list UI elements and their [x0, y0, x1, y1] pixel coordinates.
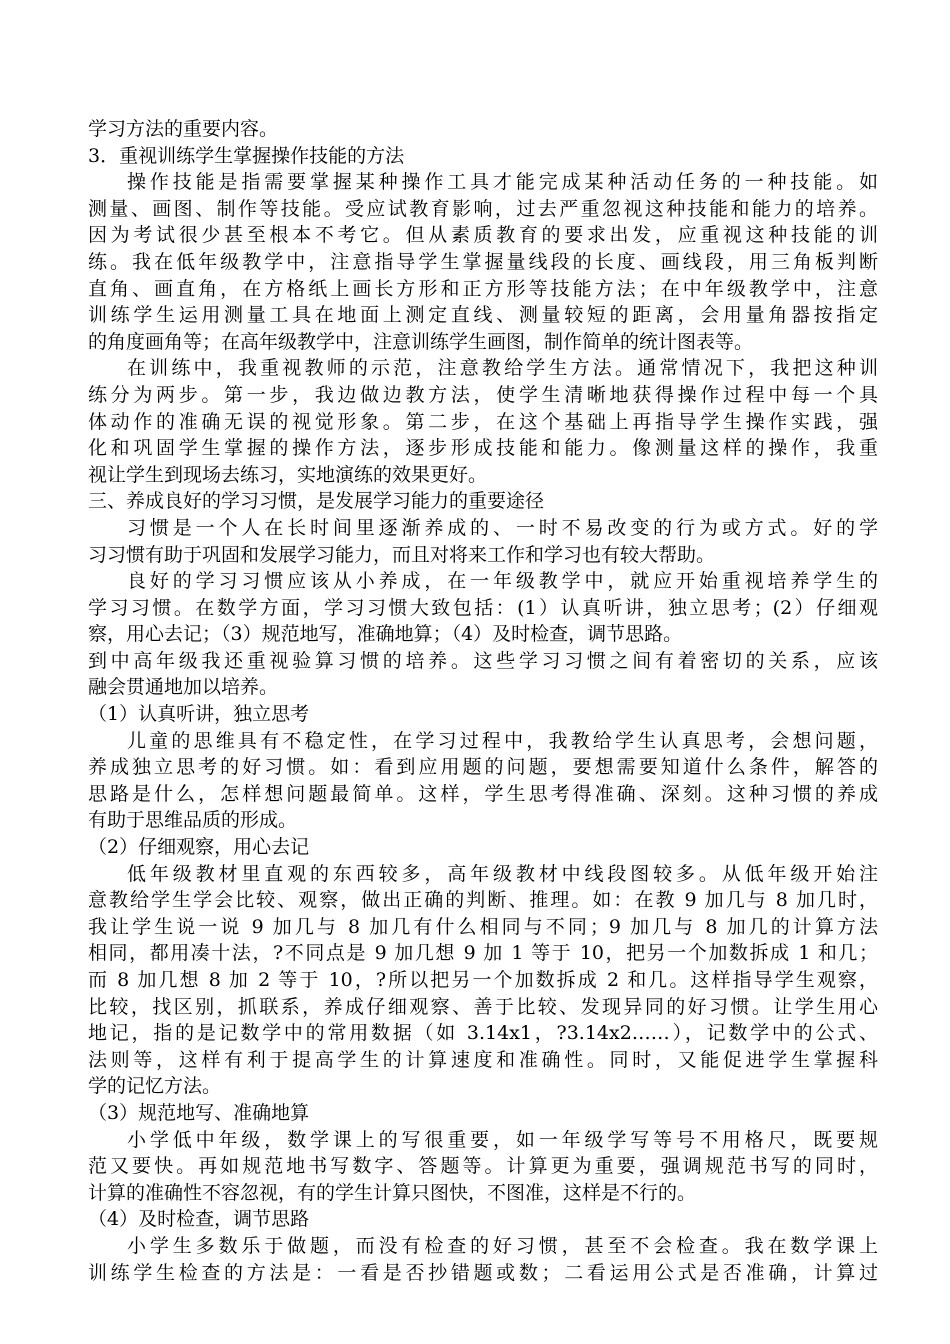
paragraph-line: 我让学生说一说 9 加几与 8 加几有什么相同与不同；9 加几与 8 加几的计算方法 — [88, 915, 878, 938]
paragraph-line: 体动作的准确无误的视觉形象。第二步，在这个基础上再指导学生操作实践，强 — [88, 410, 878, 433]
paragraph-line: 视让学生到现场去练习，实地演练的效果更好。 — [88, 463, 488, 486]
paragraph-line: 范又要快。再如规范地书写数字、答题等。计算更为重要，强调规范书写的同时， — [88, 1155, 878, 1178]
paragraph-line: 思路是什么，怎样想问题最简单。这样，学生思考得准确、深刻。这种习惯的养成 — [88, 782, 878, 805]
paragraph-first-line: 小学生多数乐于做题，而没有检查的好习惯，甚至不会检查。我在数学课上 — [127, 1234, 878, 1257]
paragraph-line: 法则等，这样有利于提高学生的计算速度和准确性。同时，又能促进学生掌握科 — [88, 1048, 878, 1071]
paragraph-line: 训练学生检查的方法是：一看是否抄错题或数；二看运用公式是否准确，计算过 — [88, 1261, 878, 1284]
paragraph-line: 习习惯有助于巩固和发展学习能力，而且对将来工作和学习也有较大帮助。 — [88, 543, 716, 566]
paragraph-line: 训练学生运用测量工具在地面上测定直线、测量较短的距离，会用量角器按指定 — [88, 304, 878, 327]
paragraph-line: 直角、画直角，在方格纸上画长方形和正方形等技能方法；在中年级教学中，注意 — [88, 277, 878, 300]
paragraph-line: 而 8 加几想 8 加 2 等于 10，?所以把另一个加数拆成 2 和几。这样指导学生观察， — [88, 969, 878, 991]
paragraph-line: 比较，找区别，抓联系，养成仔细观察、善于比较、发现异同的好习惯。让学生用心 — [88, 995, 878, 1018]
paragraph-line: 融会贯通地加以培养。 — [88, 676, 279, 699]
paragraph-line: 测量、画图、制作等技能。受应试教育影响，过去严重忽视这种技能和能力的培养。 — [88, 197, 878, 220]
section-heading: （1）认真听讲，独立思考 — [88, 703, 310, 726]
paragraph-first-line: 操作技能是指需要掌握某种操作工具才能完成某种活动任务的一种技能。如 — [127, 171, 878, 194]
document-page — [88, 116, 878, 1286]
section-heading: （3）规范地写、准确地算 — [88, 1101, 310, 1124]
paragraph-line: 学习习惯。在数学方面，学习习惯大致包括：(1）认真听讲，独立思考；(2）仔细观 — [88, 596, 878, 619]
paragraph-line: 因为考试很少甚至根本不考它。但从素质教育的要求出发，应重视这种技能的训 — [88, 224, 878, 247]
paragraph-line: 有助于思维品质的形成。 — [88, 809, 298, 832]
paragraph-line: 学的记忆方法。 — [88, 1075, 222, 1098]
paragraph-line: 意教给学生学会比较、观察，做出正确的判断、推理。如：在教 9 加几与 8 加几时， — [88, 889, 878, 912]
paragraph-line: 练分为两步。第一步，我边做边教方法，使学生清晰地获得操作过程中每一个具 — [88, 383, 878, 406]
paragraph-line: 到中高年级我还重视验算习惯的培养。这些学习习惯之间有着密切的关系，应该 — [88, 649, 878, 672]
paragraph-first-line: 低年级教材里直观的东西较多，高年级教材中线段图较多。从低年级开始注 — [127, 862, 878, 885]
paragraph-line: 察，用心去记；（3）规范地写，准确地算；（4）及时检查，调节思路。 — [88, 623, 683, 646]
section-heading: 3．重视训练学生掌握操作技能的方法 — [88, 144, 405, 167]
paragraph-first-line: 良好的学习习惯应该从小养成，在一年级教学中，就应开始重视培养学生的 — [127, 570, 878, 593]
paragraph-first-line: 习惯是一个人在长时间里逐渐养成的、一时不易改变的行为或方式。好的学 — [127, 516, 878, 539]
paragraph-line: 的角度画角等；在高年级教学中，注意训练学生画图，制作简单的统计图表等。 — [88, 330, 754, 353]
paragraph-line: 计算的准确性不容忽视，有的学生计算只图快，不图准，这样是不行的。 — [88, 1181, 697, 1204]
section-heading: 三、养成良好的学习习惯，是发展学习能力的重要途径 — [88, 490, 545, 513]
paragraph-line: 养成独立思考的好习惯。如：看到应用题的问题，要想需要知道什么条件，解答的 — [88, 756, 878, 779]
paragraph-line: 化和巩固学生掌握的操作方法，逐步形成技能和能力。像测量这样的操作，我重 — [88, 437, 878, 460]
paragraph-first-line: 在训练中，我重视教师的示范，注意教给学生方法。通常情况下，我把这种训 — [127, 357, 878, 380]
paragraph-line: 学习方法的重要内容。 — [88, 118, 279, 140]
section-heading: （4）及时检查，调节思路 — [88, 1208, 310, 1231]
paragraph-line: 相同，都用凑十法，?不同点是 9 加几想 9 加 1 等于 10，把另一个加数拆成 1 和几； — [88, 942, 878, 965]
paragraph-line: 练。我在低年级教学中，注意指导学生掌握量线段的长度、画线段，用三角板判断 — [88, 250, 878, 273]
paragraph-first-line: 小学低中年级，数学课上的写很重要，如一年级学写等号不用格尺，既要规 — [127, 1128, 878, 1151]
paragraph-line: 地记，指的是记数学中的常用数据（如 3.14x1，?3.14x2……），记数学中的公式、 — [88, 1022, 878, 1045]
paragraph-first-line: 儿童的思维具有不稳定性，在学习过程中，我教给学生认真思考，会想问题， — [127, 729, 878, 752]
section-heading: （2）仔细观察，用心去记 — [88, 836, 310, 859]
